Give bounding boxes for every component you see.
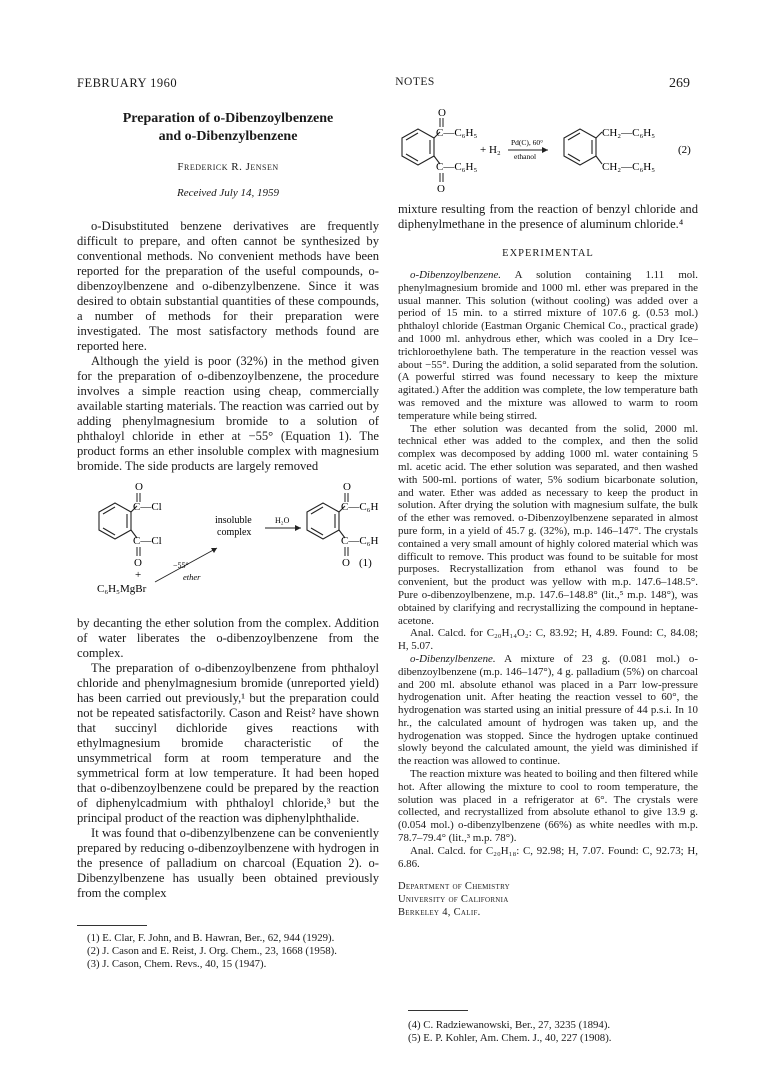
experimental-workup: The ether solution was decanted from the solid, 2000 ml. technical ether was added to the complex, and then the solid complex was decomposed by adding 1000 ml. water containing 5 ml. acetic acid. The ether solution was separated, and then washed with 500-ml. portions of water, 5% sodium bicarbonate solution, and water. Ether was added as necessary to keep the product in solution. After drying the solution with magnesium sulfate, the bulk of the ether was removed. o-Dibenzoylbenzene separated in almost pure form, in a yield of 45.7 g. (32%), m.p. 146–147°. The crystals contained a very small amount of highly colored material which was difficult to remove. This product was found to be suitable for most purposes. Recrystallization from ethanol was found to be convenient, but the product was yellow with m.p. 147.6–148.5°. Pure o-dibenzoylbenzene, m.p. 147.6–148.8° (lit.,⁵ m.p. 148°), was obtained by clarifying and recrystallizing the compound in heptane-acetone.	[398, 422, 698, 627]
benzene-ring-icon	[564, 129, 602, 165]
page-number: 269	[669, 76, 690, 91]
eq1-oxygen-top: O	[135, 482, 143, 493]
eq1-product-benzoyl-2: C—C₆H₅	[341, 535, 379, 547]
affiliation-line-3: Berkeley 4, Calif.	[398, 907, 481, 919]
footnote-divider	[77, 925, 147, 926]
running-header-section: NOTES	[395, 76, 435, 88]
equation-2-number: (2)	[678, 144, 691, 156]
eq2-hydrogen: + H₂	[480, 144, 501, 156]
footnote-4: (4) C. Radziewanowski, Ber., 27, 3235 (1894).	[408, 1019, 611, 1031]
eq1-water: H₂O	[275, 516, 290, 525]
equation-1-number: (1)	[359, 557, 372, 569]
footnote-5: (5) E. P. Kohler, Am. Chem. J., 40, 227 (1908).	[408, 1032, 612, 1044]
eq1-product-oxygen-top: O	[343, 482, 351, 493]
eq1-solvent: ether	[183, 572, 201, 582]
experimental-dibenzoyl	[398, 269, 698, 423]
title-line-2: and o-Dibenzylbenzene	[158, 129, 298, 144]
eq1-oxygen-bottom: O	[134, 557, 142, 569]
eq2-benzyl-1: CH₂—C₆H₅	[602, 127, 656, 139]
eq1-complex-line1: insoluble	[215, 515, 252, 526]
affiliation-line-1: Department of Chemistry	[398, 881, 511, 893]
experimental-recrystallization: The reaction mixture was heated to boiling and then filtered while hot. After allowing the mixture to cool to room temperature, the solution was placed in a refrigerator at 6°. The crystals were collected, and recrystallized from absolute ethanol to give 13.9 g. (0.054 mol.) o-dibenzylbenzene (66%) as white needles with m.p. 78.7–79.4° (lit.,³ m.p. 78°).	[398, 768, 698, 845]
benzene-ring-icon	[307, 503, 345, 539]
method-paragraph: Although the yield is poor (32%) in the method given for the preparation of o-dibenzoylbenzene, the procedure involves a simple reaction using cheap, commercially available starting materials. The reaction was carried out by adding phenylmagnesium bromide to a solution of phthaloyl chloride in ether at −55° (Equation 1). The product forms an ether insoluble complex with magnesium bromide. The side products are largely removed	[77, 354, 379, 473]
footnote-divider	[408, 1010, 468, 1011]
running-header-date: FEBRUARY 1960	[77, 76, 178, 90]
equation-1	[77, 482, 379, 610]
affiliation-line-2: University of California	[398, 894, 509, 906]
left-column	[77, 110, 379, 901]
eq2-benzoyl-1: C—C₆H₅	[436, 127, 478, 139]
eq2-catalyst: Pd(C), 60°	[511, 138, 544, 147]
compound-heading: o-Dibenzylbenzene.	[410, 652, 496, 665]
eq2-benzoyl-2: C—C₆H₅	[436, 161, 478, 173]
title-line-1: Preparation of o-Dibenzoylbenzene	[122, 111, 334, 126]
benzene-ring-icon	[99, 503, 137, 539]
eq1-acyl-chloride-2: C—Cl	[133, 535, 162, 547]
experimental-dibenzyl-text: A mixture of 23 g. (0.081 mol.) o-dibenzoylbenzene (m.p. 146–147°), 4 g. palladium (5%) on charcoal and 200 ml. absolute ethanol was placed in a Parr low-pressure hydrogenation unit. After heating the reaction vessel to 60°, the hydrogenation was started using an initial pressure of 44 p.s.i. In 10 hr., the calculated amount of hydrogen was taken up, and the hydrogenation was stopped. Since the hydrogen uptake continued slowly beyond the calculated amount, the yield was diminished if the reaction was allowed to continue.	[398, 652, 698, 768]
footnote-1: (1) E. Clar, F. John, and B. Hawran, Ber., 62, 944 (1929).	[87, 932, 335, 944]
right-column	[398, 202, 698, 919]
analysis-2: Anal. Calcd. for C₂₀H₁₈: C, 92.98; H, 7.07. Found: C, 92.73; H, 6.86.	[398, 844, 698, 870]
analysis-1: Anal. Calcd. for C₂₀H₁₄O₂: C, 83.92; H, 4.89. Found: C, 84.08; H, 5.07.	[398, 627, 698, 653]
eq1-temperature: −55°	[173, 561, 189, 570]
eq1-plus: +	[135, 569, 142, 581]
eq2-solvent: ethanol	[514, 152, 537, 161]
affiliation	[398, 880, 698, 919]
eq1-grignard: C₆H₅MgBr	[97, 583, 147, 595]
compound-heading: o-Dibenzoylbenzene.	[410, 269, 502, 281]
intro-paragraph: o-Disubstituted benzene derivatives are frequently difficult to prepare, and often cannot be synthesized by conventional methods. No convenient methods have been reported for the preparation of the useful compounds, o-dibenzoylbenzene and o-dibenzylbenzene. Since it was desired to obtain substantial quantities of these compounds, a number of methods for their preparation were investigated. The most satisfactory methods found are reported here.	[77, 219, 379, 353]
prior-work-paragraph: The preparation of o-dibenzoylbenzene from phthaloyl chloride and phenylmagnesium bromide (unreported yield) has been carried out previously,¹ but the preparation could not be repeated satisfactorily. Cason and Reist² have shown that succinyl dichloride gives reactions with ethylmagnesium bromide characteristic of the unsymmetrical form at room temperature and the symmetrical form at low temperature. It had been hoped that o-dibenzoylbenzene could be prepared by the reaction of diphenylcadmium with phthaloyl chloride,³ but the principal product of the reaction was diphenylphthalide.	[77, 661, 379, 825]
eq2-oxygen-bottom: O	[437, 183, 445, 195]
experimental-dibenzoyl-text: A solution containing 1.11 mol. phenylmagnesium bromide and 1000 ml. ether was prepared in the usual manner. This solution (without cooling) was added over a period of 15 min. to a stirred mixture of 107.6 g. (0.53 mol.) phthaloyl chloride (Eastman Organic Chemical Co., practical grade) and 1000 ml. anhydrous ether, which was cooled in a Dry Ice–trichloroethylene bath. The temperature in the reaction vessel was about −55°. During the addition, a solid separated from the solution. (A powerful stirred was found necessary to keep the mixture agitated.) After the addition was complete, the low temperature bath was removed and the mixture was allowed to warm to room temperature while being stirred.	[398, 269, 699, 422]
eq2-benzyl-2: CH₂—C₆H₅	[602, 161, 656, 173]
benzene-ring-icon	[402, 129, 440, 165]
article-title	[77, 110, 379, 146]
right-footnotes	[398, 1010, 698, 1045]
eq1-product-oxygen-bottom: O	[342, 557, 350, 569]
eq1-acyl-chloride-1: C—Cl	[133, 501, 162, 513]
eq2-oxygen-top: O	[438, 107, 446, 119]
equation-2	[398, 105, 698, 195]
footnote-2: (2) J. Cason and E. Reist, J. Org. Chem., 23, 1668 (1958).	[87, 945, 337, 957]
reduction-paragraph: It was found that o-dibenzylbenzene can be conveniently prepared by reducing o-dibenzoylbenzene with hydrogen in the presence of palladium on charcoal (Equation 2). o-Dibenzylbenzene has usually been obtained previously from the complex	[77, 826, 379, 900]
eq1-product-benzoyl-1: C—C₆H₅	[341, 501, 379, 513]
eq1-complex-line2: complex	[217, 527, 252, 538]
right-intro-paragraph: mixture resulting from the reaction of benzyl chloride and diphenylmethane in the presence of aluminum chloride.⁴	[398, 202, 698, 231]
footnote-3: (3) J. Cason, Chem. Revs., 40, 15 (1947).	[87, 958, 267, 970]
section-heading: EXPERIMENTAL	[502, 248, 594, 259]
left-footnotes	[77, 925, 379, 971]
experimental-dibenzyl	[398, 653, 698, 768]
equation-1-drawing	[77, 482, 379, 610]
decant-paragraph: by decanting the ether solution from the complex. Addition of water liberates the o-dibenzoylbenzene from the complex.	[77, 616, 379, 660]
received-date: Received July 14, 1959	[176, 187, 279, 199]
equation-2-drawing	[398, 105, 698, 195]
author: Frederick R. Jensen	[177, 161, 279, 173]
